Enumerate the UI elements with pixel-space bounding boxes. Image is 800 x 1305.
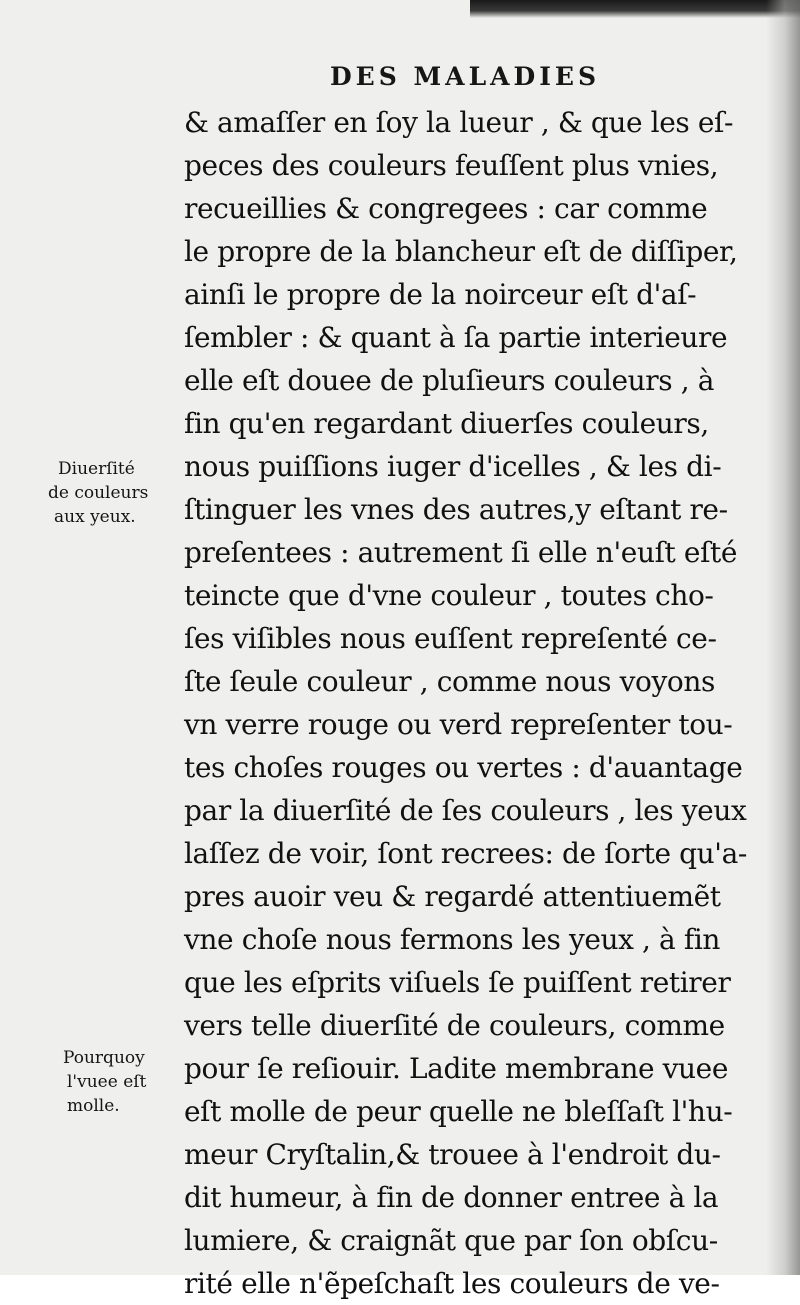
margin-note-uvea-soft — [63, 1046, 146, 1118]
text-line: vne choſe nous fermons les yeux , à fin — [184, 923, 721, 956]
running-head: DES MALADIES — [330, 62, 601, 91]
text-line: rité elle n'ẽpeſchaſt les couleurs de ve- — [184, 1267, 720, 1300]
text-line: ainſi le propre de la noirceur eſt d'aſ- — [184, 278, 697, 311]
text-line: vers telle diuerſité de couleurs, comme — [184, 1009, 725, 1042]
margin-note-line: Diuerſité — [58, 459, 135, 479]
margin-note-line: Pourquoy — [63, 1048, 145, 1068]
margin-note-line: molle. — [67, 1096, 120, 1116]
margin-note-diversity-of-colours — [48, 457, 149, 529]
text-line: que les eſprits viſuels ſe puiſſent retirer — [184, 966, 731, 999]
text-line: eſt molle de peur quelle ne bleſſaſt l'hu- — [184, 1095, 733, 1128]
text-line: peces des couleurs feuſſent plus vnies, — [184, 149, 719, 182]
text-line: ſte ſeule couleur , comme nous voyons — [184, 665, 715, 698]
text-line: recueillies & congregees : car comme — [184, 192, 708, 225]
text-line: vn verre rouge ou verd repreſenter tou- — [184, 708, 733, 741]
text-line: elle eſt douee de pluſieurs couleurs , à — [184, 364, 715, 397]
text-line: le propre de la blancheur eſt de diſſiper, — [184, 235, 738, 268]
body-text — [184, 101, 774, 1305]
text-line: dit humeur, à fin de donner entree à la — [184, 1181, 719, 1214]
text-line: ſes viſibles nous euſſent repreſenté ce- — [184, 622, 717, 655]
margin-note-line: aux yeux. — [54, 507, 136, 527]
text-line: pour ſe reſiouir. Ladite membrane vuee — [184, 1052, 729, 1085]
text-line: pres auoir veu & regardé attentiuemẽt — [184, 880, 721, 913]
text-line: lumiere, & craignãt que par ſon obſcu- — [184, 1224, 718, 1257]
text-line: laſſez de voir, ſont recrees: de ſorte qu'a- — [184, 837, 747, 870]
text-line: par la diuerſité de ſes couleurs , les yeux — [184, 794, 747, 827]
book-edge-shadow — [470, 0, 800, 18]
text-line: ſtinguer les vnes des autres,y eſtant re- — [184, 493, 728, 526]
text-line: ſembler : & quant à ſa partie interieure — [184, 321, 728, 354]
text-line: tes choſes rouges ou vertes : d'auantage — [184, 751, 743, 784]
text-line: teincte que d'vne couleur , toutes cho- — [184, 579, 714, 612]
text-line: preſentees : autrement ſi elle n'euſt eſté — [184, 536, 738, 569]
margin-note-line: de couleurs — [48, 483, 149, 503]
text-line: nous puiſſions iuger d'icelles , & les di- — [184, 450, 722, 483]
margin-note-line: l'vuee eſt — [67, 1072, 147, 1092]
text-line: meur Cryſtalin,& trouee à l'endroit du- — [184, 1138, 721, 1171]
text-line: & amaſſer en ſoy la lueur , & que les eſ- — [184, 106, 734, 139]
text-line: fin qu'en regardant diuerſes couleurs, — [184, 407, 709, 440]
